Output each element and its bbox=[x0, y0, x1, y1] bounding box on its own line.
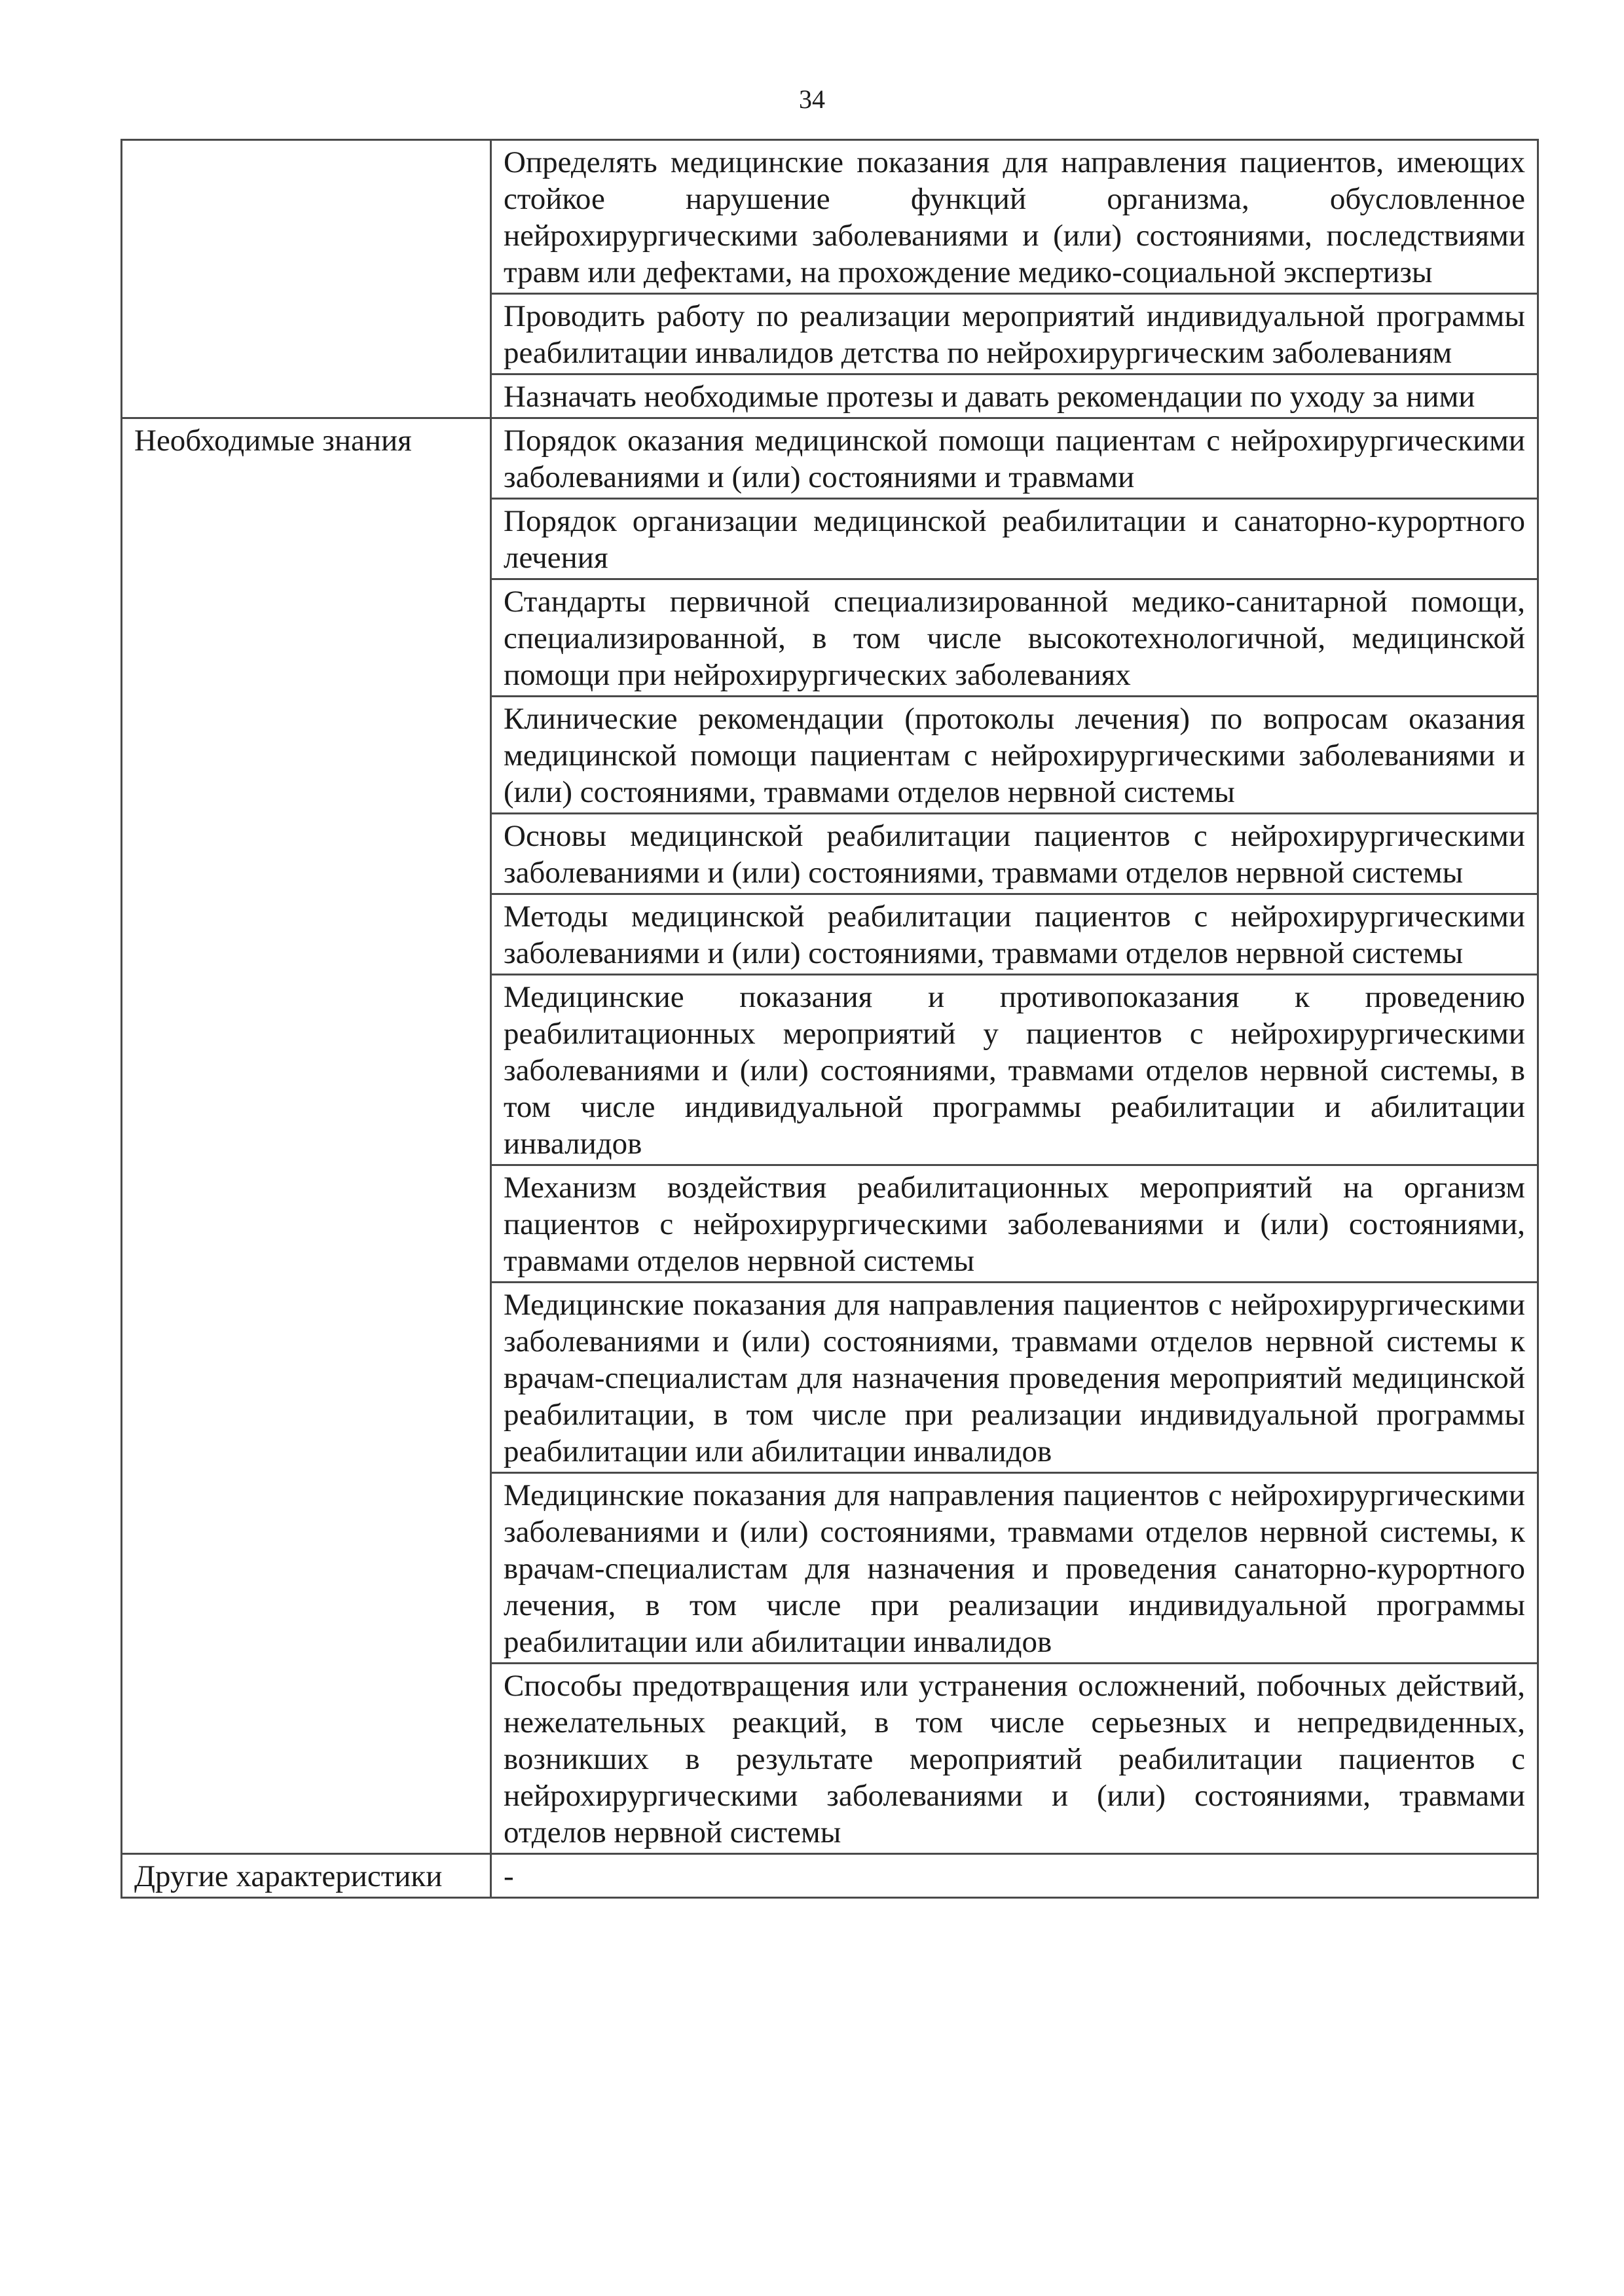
page-number: 34 bbox=[799, 84, 825, 114]
other-value: - bbox=[491, 1854, 1538, 1898]
knowledge-label: Необходимые знания bbox=[122, 418, 491, 1854]
knowledge-item: Механизм воздействия реабилитационных мероприятий на организм пациентов с нейрохирургическими заболеваниями и (или) состояниями, травмами отделов нервной системы bbox=[491, 1165, 1538, 1283]
table-row bbox=[122, 1854, 1538, 1898]
requirements-table bbox=[120, 139, 1539, 1899]
table-row bbox=[122, 140, 1538, 294]
knowledge-item: Порядок оказания медицинской помощи пациентам с нейрохирургическими заболеваниями и (или) состояниями и травмами bbox=[491, 418, 1538, 499]
other-label: Другие характеристики bbox=[122, 1854, 491, 1898]
knowledge-item: Методы медицинской реабилитации пациентов с нейрохирургическими заболеваниями и (или) состояниями, травмами отделов нервной системы bbox=[491, 894, 1538, 975]
knowledge-item: Стандарты первичной специализированной медико-санитарной помощи, специализированной, в том числе высокотехнологичной, медицинской помощи при нейрохирургических заболеваниях bbox=[491, 579, 1538, 697]
knowledge-item: Клинические рекомендации (протоколы лечения) по вопросам оказания медицинской помощи пациентам с нейрохирургическими заболеваниями и (или) состояниями, травмами отделов нервной системы bbox=[491, 697, 1538, 814]
continued-label-cell bbox=[122, 140, 491, 418]
knowledge-item: Медицинские показания и противопоказания к проведению реабилитационных мероприятий у пациентов с нейрохирургическими заболеваниями и (или) состояниями, травмами отделов нервной системы, в том числе индивидуальной программы реабилитации и абилитации инвалидов bbox=[491, 975, 1538, 1165]
knowledge-item: Основы медицинской реабилитации пациентов с нейрохирургическими заболеваниями и (или) состояниями, травмами отделов нервной системы bbox=[491, 814, 1538, 894]
skill-item: Проводить работу по реализации мероприятий индивидуальной программы реабилитации инвалидов детства по нейрохирургическим заболеваниям bbox=[491, 294, 1538, 374]
knowledge-item: Способы предотвращения или устранения осложнений, побочных действий, нежелательных реакций, в том числе серьезных и непредвиденных, возникших в результате мероприятий реабилитации пациентов с нейрохирургическими заболеваниями и (или) состояниями, травмами отделов нервной системы bbox=[491, 1664, 1538, 1854]
table-row bbox=[122, 418, 1538, 499]
skill-item: Определять медицинские показания для направления пациентов, имеющих стойкое нарушение функций организма, обусловленное нейрохирургическими заболеваниями и (или) состояниями, последствиями травм или дефектами, на прохождение медико-социальной экспертизы bbox=[491, 140, 1538, 294]
knowledge-item: Медицинские показания для направления пациентов с нейрохирургическими заболеваниями и (или) состояниями, травмами отделов нервной системы, к врачам-специалистам для назначения и проведения санаторно-курортного лечения, в том числе при реализации индивидуальной программы реабилитации или абилитации инвалидов bbox=[491, 1473, 1538, 1664]
knowledge-item: Медицинские показания для направления пациентов с нейрохирургическими заболеваниями и (или) состояниями, травмами отделов нервной системы к врачам-специалистам для назначения проведения мероприятий медицинской реабилитации, в том числе при реализации индивидуальной программы реабилитации или абилитации инвалидов bbox=[491, 1283, 1538, 1473]
knowledge-item: Порядок организации медицинской реабилитации и санаторно-курортного лечения bbox=[491, 499, 1538, 579]
skill-item: Назначать необходимые протезы и давать рекомендации по уходу за ними bbox=[491, 374, 1538, 418]
